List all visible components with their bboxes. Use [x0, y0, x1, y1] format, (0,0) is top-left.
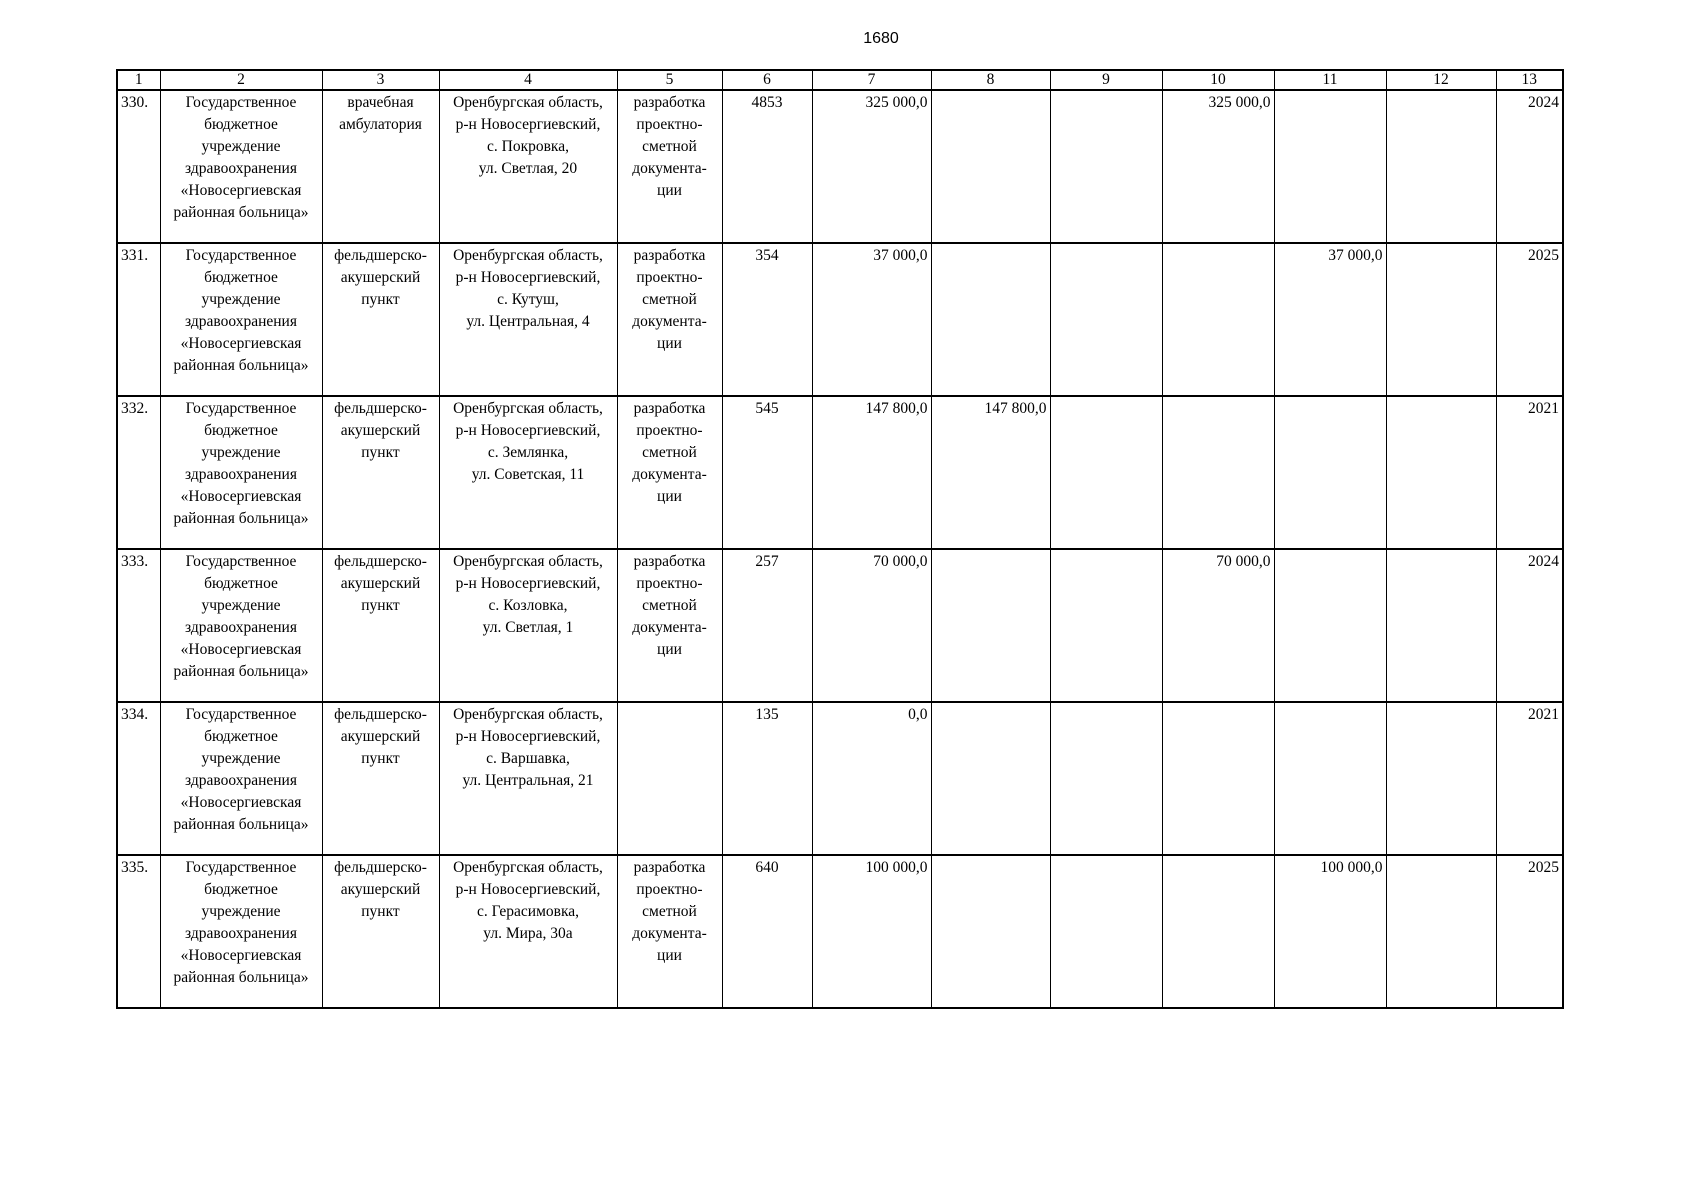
col9-cell: [1050, 549, 1162, 702]
organization-line: здравоохранения: [185, 160, 297, 177]
organization-line: здравоохранения: [185, 772, 297, 789]
address-cell: [439, 396, 617, 549]
address-line: с. Козловка,: [488, 597, 568, 614]
col-header: 10: [1162, 70, 1274, 90]
address-line: р-н Новосергиевский,: [455, 116, 601, 133]
organization-line: учреждение: [201, 444, 281, 461]
col13-cell: 2024: [1496, 90, 1563, 243]
work-type-line: ции: [657, 182, 682, 199]
address-line: с. Землянка,: [487, 444, 569, 461]
organization-line: Государственное: [185, 859, 297, 876]
organization-line: бюджетное: [204, 422, 278, 439]
organization-line: районная больница»: [173, 816, 309, 833]
work-type-line: разработка: [633, 400, 706, 417]
work-type-line: ции: [657, 335, 682, 352]
col8-cell: 147 800,0: [931, 396, 1050, 549]
work-type-cell: [617, 243, 722, 396]
work-type-line: разработка: [633, 94, 706, 111]
col-header: 2: [160, 70, 322, 90]
facility-type-cell: [322, 549, 439, 702]
organization-cell: [160, 243, 322, 396]
organization-line: здравоохранения: [185, 466, 297, 483]
col-header: 1: [117, 70, 160, 90]
facility-type-line: фельдшерско-: [334, 706, 427, 723]
address-line: р-н Новосергиевский,: [455, 575, 601, 592]
row-number-cell: [117, 90, 160, 243]
col11-cell: [1274, 396, 1386, 549]
col6-cell: 4853: [722, 90, 812, 243]
address-line: Оренбургская область,: [453, 706, 603, 723]
address-cell: [439, 90, 617, 243]
col7-cell: 37 000,0: [812, 243, 931, 396]
table-row: [117, 90, 1563, 243]
work-type-line: сметной: [642, 138, 697, 155]
col10-cell: [1162, 702, 1274, 855]
organization-line: «Новосергиевская: [180, 794, 302, 811]
col7-cell: 100 000,0: [812, 855, 931, 1008]
row-number-cell: [117, 855, 160, 1008]
work-type-cell: [617, 549, 722, 702]
table-row: [117, 855, 1563, 1008]
col-header: 7: [812, 70, 931, 90]
investment-table: [116, 69, 1564, 1009]
table-row: [117, 549, 1563, 702]
col6-cell: 354: [722, 243, 812, 396]
row-number-cell: [117, 549, 160, 702]
work-type-line: сметной: [642, 291, 697, 308]
col8-cell: [931, 702, 1050, 855]
col6-cell: 257: [722, 549, 812, 702]
table-row: [117, 702, 1563, 855]
row-number: 334.: [121, 706, 149, 723]
organization-line: учреждение: [201, 750, 281, 767]
work-type-line: проектно-: [636, 881, 703, 898]
address-line: Оренбургская область,: [453, 247, 603, 264]
organization-line: «Новосергиевская: [180, 335, 302, 352]
col6-cell: 640: [722, 855, 812, 1008]
table-row: [117, 396, 1563, 549]
row-number: 333.: [121, 553, 149, 570]
address-line: р-н Новосергиевский,: [455, 269, 601, 286]
organization-line: здравоохранения: [185, 925, 297, 942]
col12-cell: [1386, 90, 1496, 243]
work-type-line: сметной: [642, 903, 697, 920]
address-line: Оренбургская область,: [453, 859, 603, 876]
col10-cell: 70 000,0: [1162, 549, 1274, 702]
organization-line: бюджетное: [204, 575, 278, 592]
col11-cell: [1274, 90, 1386, 243]
facility-type-cell: [322, 243, 439, 396]
facility-type-cell: [322, 90, 439, 243]
col9-cell: [1050, 396, 1162, 549]
address-cell: [439, 243, 617, 396]
facility-type-line: акушерский: [340, 575, 421, 592]
col-header: 8: [931, 70, 1050, 90]
address-line: Оренбургская область,: [453, 94, 603, 111]
organization-cell: [160, 396, 322, 549]
col-header: 9: [1050, 70, 1162, 90]
col8-cell: [931, 243, 1050, 396]
col12-cell: [1386, 702, 1496, 855]
address-line: р-н Новосергиевский,: [455, 422, 601, 439]
col11-cell: 37 000,0: [1274, 243, 1386, 396]
organization-line: Государственное: [185, 247, 297, 264]
col-header: 3: [322, 70, 439, 90]
col12-cell: [1386, 243, 1496, 396]
facility-type-line: фельдшерско-: [334, 859, 427, 876]
col8-cell: [931, 90, 1050, 243]
col10-cell: [1162, 243, 1274, 396]
facility-type-line: акушерский: [340, 728, 421, 745]
organization-line: Государственное: [185, 400, 297, 417]
organization-line: учреждение: [201, 138, 281, 155]
col-header: 13: [1496, 70, 1563, 90]
organization-line: Государственное: [185, 553, 297, 570]
work-type-line: документа-: [632, 466, 707, 483]
address-cell: [439, 702, 617, 855]
facility-type-line: акушерский: [340, 881, 421, 898]
work-type-line: ции: [657, 947, 682, 964]
organization-line: районная больница»: [173, 969, 309, 986]
col13-cell: 2025: [1496, 243, 1563, 396]
address-line: ул. Советская, 11: [471, 466, 585, 483]
organization-line: районная больница»: [173, 663, 309, 680]
col-header: 5: [617, 70, 722, 90]
address-line: с. Герасимовка,: [476, 903, 580, 920]
organization-line: «Новосергиевская: [180, 947, 302, 964]
col12-cell: [1386, 549, 1496, 702]
row-number: 330.: [121, 94, 149, 111]
work-type-line: разработка: [633, 553, 706, 570]
facility-type-line: пункт: [361, 291, 400, 308]
organization-line: районная больница»: [173, 204, 309, 221]
facility-type-line: пункт: [361, 444, 400, 461]
facility-type-line: амбулатория: [339, 116, 422, 133]
col13-cell: 2021: [1496, 702, 1563, 855]
col9-cell: [1050, 855, 1162, 1008]
organization-line: районная больница»: [173, 510, 309, 527]
organization-line: Государственное: [185, 706, 297, 723]
facility-type-line: пункт: [361, 750, 400, 767]
organization-line: Государственное: [185, 94, 297, 111]
address-line: ул. Мира, 30а: [483, 925, 573, 942]
work-type-line: сметной: [642, 444, 697, 461]
col12-cell: [1386, 396, 1496, 549]
work-type-line: ции: [657, 641, 682, 658]
address-line: р-н Новосергиевский,: [455, 881, 601, 898]
row-number: 335.: [121, 859, 149, 876]
work-type-line: сметной: [642, 597, 697, 614]
work-type-line: документа-: [632, 925, 707, 942]
address-line: ул. Центральная, 4: [466, 313, 590, 330]
row-number: 331.: [121, 247, 149, 264]
organization-cell: [160, 702, 322, 855]
organization-cell: [160, 90, 322, 243]
col12-cell: [1386, 855, 1496, 1008]
work-type-line: ции: [657, 488, 682, 505]
col-header: 6: [722, 70, 812, 90]
work-type-line: разработка: [633, 247, 706, 264]
organization-line: «Новосергиевская: [180, 641, 302, 658]
organization-line: здравоохранения: [185, 313, 297, 330]
organization-line: учреждение: [201, 597, 281, 614]
facility-type-line: пункт: [361, 597, 400, 614]
col7-cell: 70 000,0: [812, 549, 931, 702]
col9-cell: [1050, 702, 1162, 855]
col10-cell: [1162, 396, 1274, 549]
col13-cell: 2021: [1496, 396, 1563, 549]
facility-type-cell: [322, 396, 439, 549]
facility-type-cell: [322, 855, 439, 1008]
row-number: 332.: [121, 400, 149, 417]
organization-line: бюджетное: [204, 269, 278, 286]
col11-cell: 100 000,0: [1274, 855, 1386, 1008]
organization-line: «Новосергиевская: [180, 182, 302, 199]
address-line: с. Покровка,: [487, 138, 569, 155]
col7-cell: 325 000,0: [812, 90, 931, 243]
work-type-line: документа-: [632, 313, 707, 330]
facility-type-line: акушерский: [340, 269, 421, 286]
work-type-cell: [617, 855, 722, 1008]
address-line: Оренбургская область,: [453, 400, 603, 417]
col10-cell: 325 000,0: [1162, 90, 1274, 243]
facility-type-line: фельдшерско-: [334, 247, 427, 264]
row-number-cell: [117, 243, 160, 396]
work-type-line: разработка: [633, 859, 706, 876]
work-type-line: проектно-: [636, 269, 703, 286]
col13-cell: 2024: [1496, 549, 1563, 702]
row-number-cell: [117, 396, 160, 549]
work-type-cell: [617, 396, 722, 549]
address-cell: [439, 549, 617, 702]
facility-type-line: врачебная: [347, 94, 414, 111]
page-number: 1680: [863, 30, 899, 47]
work-type-line: документа-: [632, 619, 707, 636]
organization-line: районная больница»: [173, 357, 309, 374]
column-number-row: [117, 70, 1563, 90]
col-header: 12: [1386, 70, 1496, 90]
col-header: 11: [1274, 70, 1386, 90]
work-type-line: проектно-: [636, 575, 703, 592]
row-number-cell: [117, 702, 160, 855]
address-line: с. Варшавка,: [486, 750, 570, 767]
col10-cell: [1162, 855, 1274, 1008]
organization-cell: [160, 549, 322, 702]
facility-type-line: фельдшерско-: [334, 553, 427, 570]
col-header: 4: [439, 70, 617, 90]
address-line: р-н Новосергиевский,: [455, 728, 601, 745]
organization-line: здравоохранения: [185, 619, 297, 636]
address-cell: [439, 855, 617, 1008]
col6-cell: 135: [722, 702, 812, 855]
work-type-cell: [617, 90, 722, 243]
organization-line: бюджетное: [204, 728, 278, 745]
col13-cell: 2025: [1496, 855, 1563, 1008]
table-body: [117, 90, 1563, 1008]
col9-cell: [1050, 90, 1162, 243]
col8-cell: [931, 549, 1050, 702]
col11-cell: [1274, 702, 1386, 855]
address-line: ул. Центральная, 21: [462, 772, 594, 789]
facility-type-line: акушерский: [340, 422, 421, 439]
organization-line: бюджетное: [204, 881, 278, 898]
work-type-line: документа-: [632, 160, 707, 177]
col9-cell: [1050, 243, 1162, 396]
address-line: с. Кутуш,: [497, 291, 559, 308]
col7-cell: 0,0: [812, 702, 931, 855]
facility-type-line: фельдшерско-: [334, 400, 427, 417]
organization-cell: [160, 855, 322, 1008]
col11-cell: [1274, 549, 1386, 702]
col8-cell: [931, 855, 1050, 1008]
work-type-cell: [617, 702, 722, 855]
work-type-line: проектно-: [636, 422, 703, 439]
address-line: ул. Светлая, 20: [478, 160, 578, 177]
organization-line: учреждение: [201, 291, 281, 308]
address-line: ул. Светлая, 1: [482, 619, 574, 636]
organization-line: бюджетное: [204, 116, 278, 133]
facility-type-cell: [322, 702, 439, 855]
table-row: [117, 243, 1563, 396]
address-line: Оренбургская область,: [453, 553, 603, 570]
col6-cell: 545: [722, 396, 812, 549]
work-type-line: проектно-: [636, 116, 703, 133]
organization-line: «Новосергиевская: [180, 488, 302, 505]
facility-type-line: пункт: [361, 903, 400, 920]
organization-line: учреждение: [201, 903, 281, 920]
col7-cell: 147 800,0: [812, 396, 931, 549]
